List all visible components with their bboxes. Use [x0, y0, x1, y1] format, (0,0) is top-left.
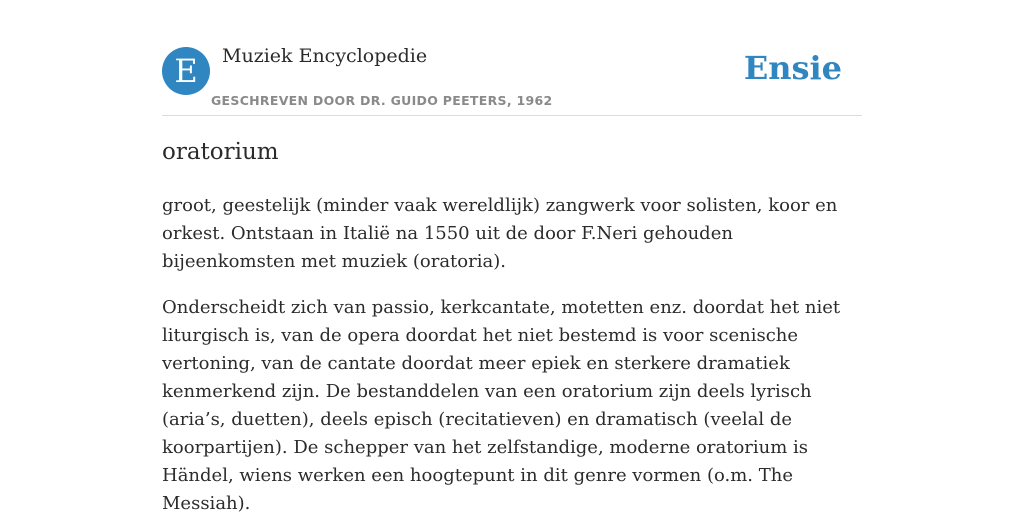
article-paragraph: Onderscheidt zich van passio, kerkcantate, motetten enz. doordat het niet liturgisch is, van de opera doordat het niet bestemd is voor scenische vertoning, van de cantate doordat meer epiek en sterkere dramatiek kenmerkend zijn. De bestanddelen van een oratorium zijn deels lyrisch (aria’s, duetten), deels episch (recitatieven) en dramatisch (veelal de koorpartijen). De schepper van het zelfstandige, moderne oratorium is Händel, wiens werken een hoogtepunt in dit genre vormen (o.m. The Messiah).	[162, 297, 841, 512]
header-divider	[162, 115, 862, 116]
article-headword: oratorium	[162, 139, 279, 165]
article-body	[162, 192, 868, 512]
brand-logo[interactable]: Ensie	[743, 49, 842, 87]
author-byline: GESCHREVEN DOOR DR. GUIDO PEETERS, 1962	[211, 93, 553, 108]
article-paragraph: groot, geestelijk (minder vaak wereldlijk) zangwerk voor solisten, koor en orkest. Ontstaan in Italië na 1550 uit de door F.Neri gehouden bijeenkomsten met muziek (oratoria).	[162, 195, 838, 272]
logo-icon[interactable]: E	[162, 47, 210, 95]
encyclopedia-title[interactable]: Muziek Encyclopedie	[222, 45, 428, 67]
